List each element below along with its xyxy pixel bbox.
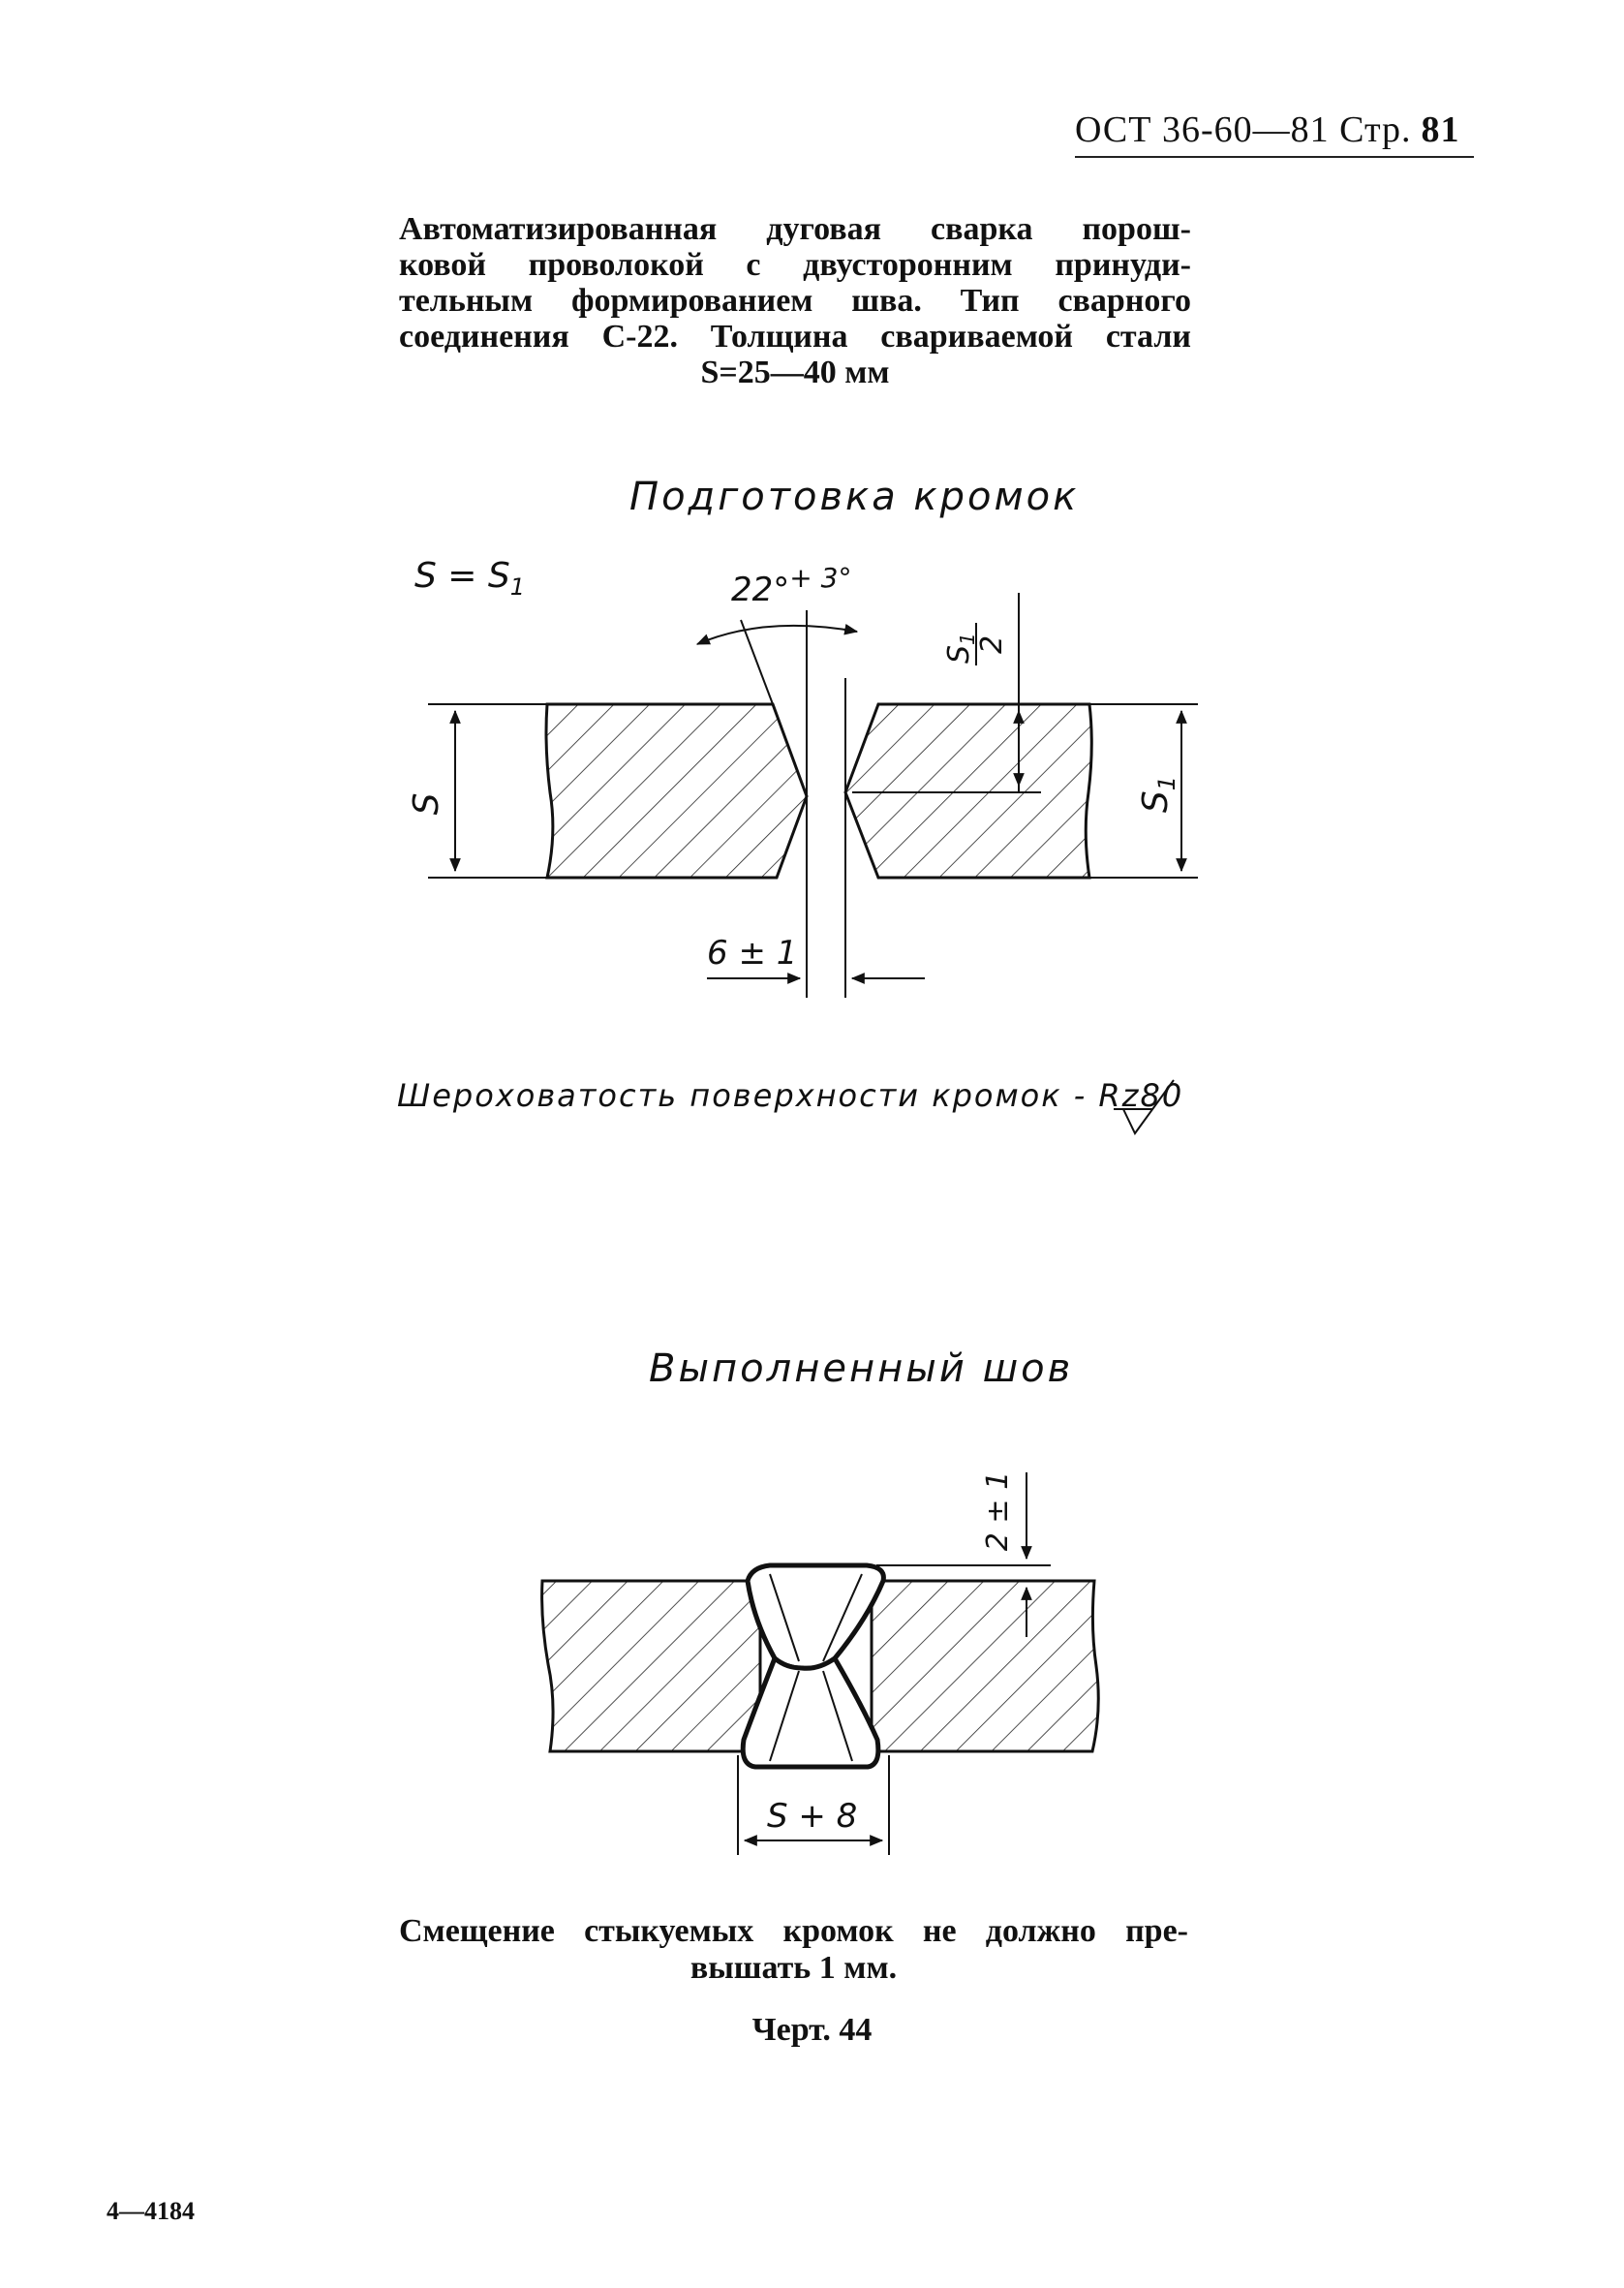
bevel-angle-arc — [697, 626, 857, 644]
relation-label: $S = S_1$ — [414, 556, 526, 601]
note-line: вышать 1 мм. — [689, 1950, 898, 1986]
bevel-extension-line — [741, 620, 773, 704]
edge-preparation-drawing — [428, 593, 1198, 998]
roughness-value: Rz80 — [1098, 1077, 1184, 1114]
left-plate — [546, 704, 807, 878]
title-line: ковой проволокой с двусторонним принуди- — [399, 247, 1191, 283]
thickness-right-label: $S_1$ — [1136, 775, 1180, 814]
welded-left-plate — [542, 1581, 760, 1751]
svg-text:S1: $S_1$ — [942, 633, 979, 664]
reinforcement-label: 2 ± 1 — [981, 1470, 1015, 1552]
angle-label: 22°$^{+ 3^\circ}$ — [731, 562, 852, 609]
welded-right-plate — [872, 1581, 1098, 1751]
roughness-text: Шероховатость поверхности кромок - — [397, 1077, 1099, 1114]
figure-caption: Черт. 44 — [751, 2012, 873, 2048]
title-line: тельным формированием шва. Тип сварного — [399, 283, 1191, 319]
misalignment-note — [399, 1913, 1188, 1987]
edge-preparation-heading: Подготовка кромок — [629, 475, 1080, 519]
print-code: 4—4184 — [107, 2197, 195, 2225]
title-line: Автоматизированная дуговая сварка порош- — [399, 211, 1191, 247]
weld-bead-bottom — [743, 1658, 878, 1767]
thickness-left-label: S — [407, 792, 446, 816]
half-thickness-label — [942, 623, 1009, 665]
title-line: S=25—40 мм — [700, 355, 890, 390]
gap-label: 6 ± 1 — [707, 934, 798, 973]
right-plate — [845, 704, 1091, 878]
weld-width-label: S + 8 — [767, 1797, 858, 1836]
roughness-note — [397, 1077, 1183, 1114]
page-number: 81 — [1421, 109, 1460, 150]
finished-weld-heading: Выполненный шов — [649, 1346, 1074, 1391]
standard-code: ОСТ 36-60—81 Стр. — [1075, 109, 1412, 150]
title-line: соединения С-22. Толщина свариваемой стали — [399, 319, 1191, 355]
note-line: Смещение стыкуемых кромок не должно пре- — [399, 1913, 1188, 1949]
weld-bead-top — [748, 1565, 883, 1668]
svg-text:2: 2 — [975, 634, 1009, 654]
